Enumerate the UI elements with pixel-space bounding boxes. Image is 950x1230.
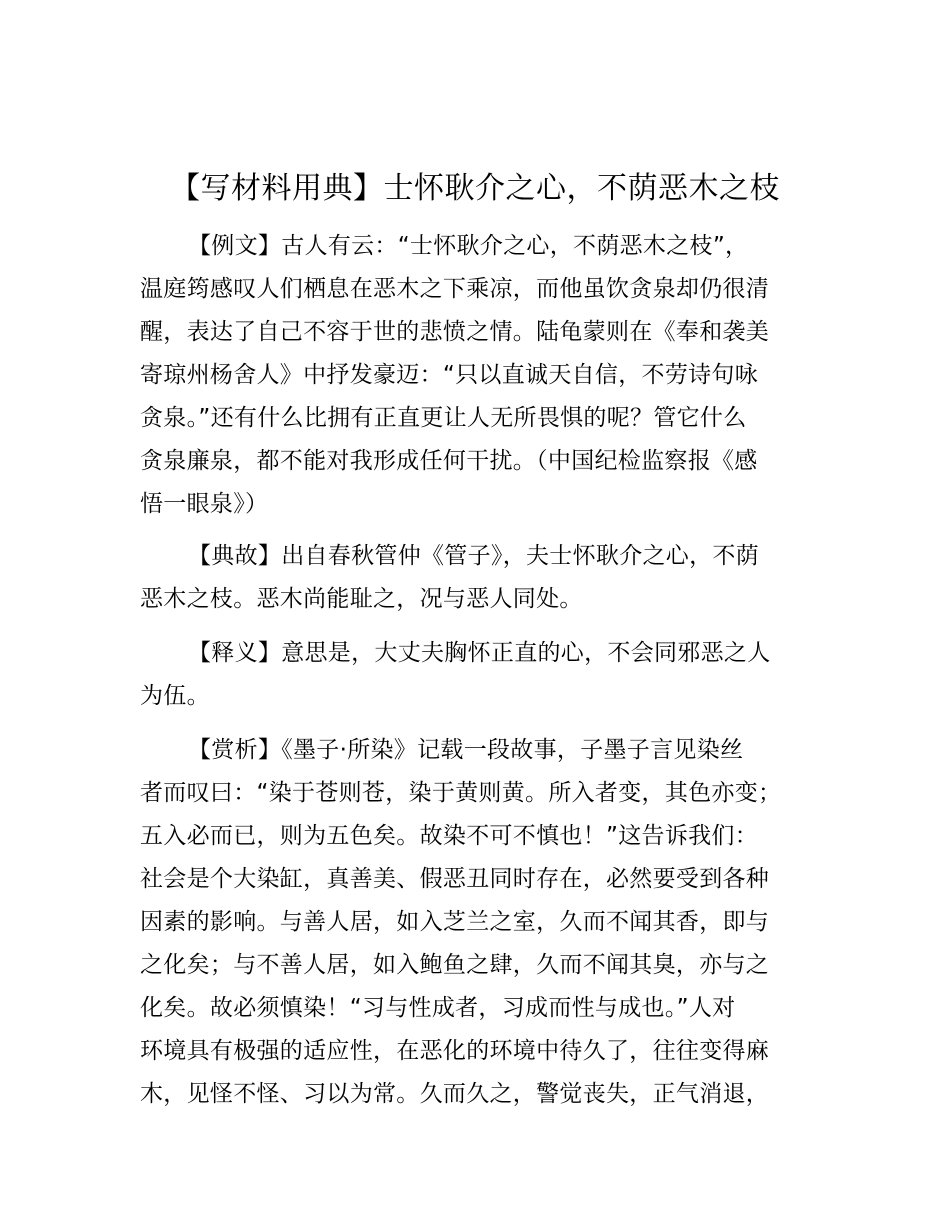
paragraph-line: 者而叹曰：“染于苍则苍，染于黄则黄。所入者变，其色亦变； bbox=[140, 780, 782, 806]
paragraph-line: 木，见怪不怪、习以为常。久而久之，警觉丧失，正气消退， bbox=[140, 1081, 770, 1107]
paragraph-line: 寄琼州杨舍人》中抒发豪迈：“只以直诚天自信，不劳诗句咏 bbox=[140, 362, 759, 388]
paragraph-line: 社会是个大染缸，真善美、假恶丑同时存在，必然要受到各种 bbox=[140, 866, 770, 892]
document-title: 【写材料用典】士怀耿介之心，不荫恶木之枝 bbox=[170, 171, 780, 206]
paragraph-line: 贪泉廉泉，都不能对我形成任何干扰。（中国纪检监察报《感 bbox=[140, 448, 758, 474]
paragraph-line: 之化矣；与不善人居，如入鲍鱼之肆，久而不闻其臭，亦与之 bbox=[140, 952, 770, 978]
paragraph-line: 五入必而已，则为五色矣。故染不可不慎也！”这告诉我们： bbox=[140, 823, 759, 849]
paragraph-line: 化矣。故必须慎染！“习与性成者，习成而性与成也。”人对 bbox=[140, 995, 736, 1021]
paragraph-line: 因素的影响。与善人居，如入芝兰之室，久而不闻其香，即与 bbox=[140, 909, 770, 935]
paragraph-analysis bbox=[140, 729, 830, 1116]
paragraph-line: 温庭筠感叹人们栖息在恶木之下乘凉，而他虽饮贪泉却仍很清 bbox=[140, 276, 770, 302]
paragraph-line: 【赏析】《墨子·所染》记载一段故事，子墨子言见染丝 bbox=[188, 737, 744, 763]
paragraph-line: 【释义】意思是，大丈夫胸怀正直的心，不会同邪恶之人 bbox=[188, 640, 771, 666]
paragraph-line: 为伍。 bbox=[140, 683, 210, 709]
paragraph-line: 恶木之枝。恶木尚能耻之，况与恶人同处。 bbox=[140, 586, 583, 612]
paragraph-line: 悟一眼泉》） bbox=[140, 491, 269, 517]
paragraph-line: 环境具有极强的适应性，在恶化的环境中待久了，往往变得麻 bbox=[140, 1038, 770, 1064]
paragraph-line: 醒，表达了自己不容于世的悲愤之情。陆龟蒙则在《奉和袭美 bbox=[140, 319, 770, 345]
paragraph-line: 【典故】出自春秋管仲《管子》，夫士怀耿介之心，不荫 bbox=[188, 543, 759, 569]
paragraph-source bbox=[140, 535, 830, 621]
paragraph-line: 【例文】古人有云：“士怀耿介之心，不荫恶木之枝”， bbox=[188, 233, 749, 259]
paragraph-meaning bbox=[140, 632, 830, 718]
paragraph-line: 贪泉。”还有什么比拥有正直更让人无所畏惧的呢？管它什么 bbox=[140, 405, 747, 431]
paragraph-example bbox=[140, 225, 830, 526]
